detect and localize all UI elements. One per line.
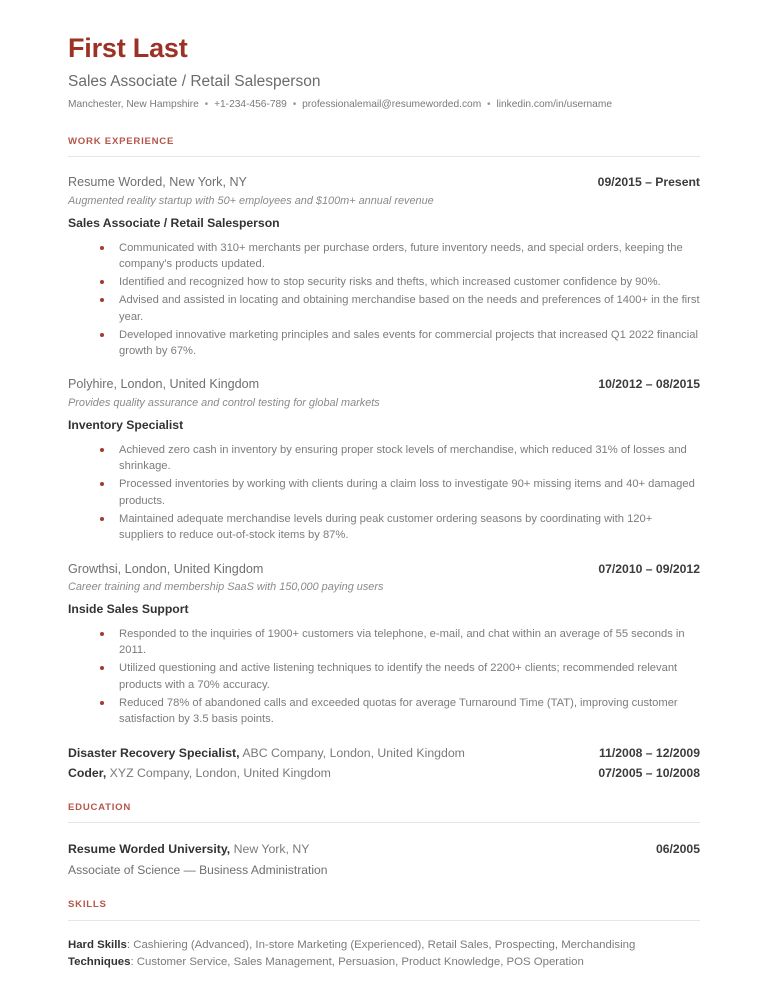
education-row	[68, 841, 700, 858]
section-work-experience	[68, 136, 700, 782]
short-role-title: Coder,	[68, 765, 107, 780]
job-bullet: Responded to the inquiries of 1900+ customers via telephone, e-mail, and chat within an average of 55 seconds in 2011.	[68, 626, 700, 659]
job-dates: 07/2010 – 09/2012	[598, 561, 700, 576]
short-role-row	[68, 745, 700, 763]
section-heading-skills: SKILLS	[68, 898, 107, 910]
section-skills	[68, 899, 700, 972]
candidate-headline: Sales Associate / Retail Salesperson	[68, 72, 321, 90]
contact-line	[68, 98, 700, 111]
skill-category-values: : Customer Service, Sales Management, Persuasion, Product Knowledge, POS Operation	[130, 955, 584, 968]
skill-line	[68, 954, 700, 971]
section-heading-work: WORK EXPERIENCE	[68, 136, 175, 148]
job-entry	[68, 174, 700, 359]
job-title: Sales Associate / Retail Salesperson	[68, 215, 280, 230]
job-company: Polyhire, London, United Kingdom	[68, 377, 260, 392]
job-company-blurb: Career training and membership SaaS with 150,000 paying users	[68, 581, 384, 594]
resume-header	[68, 34, 700, 111]
job-bullet: Communicated with 310+ merchants per purchase orders, future inventory needs, and special orders, keeping the company's products updated.	[68, 240, 700, 273]
skill-category-label: Hard Skills	[68, 938, 127, 951]
job-header-row	[68, 561, 700, 578]
education-school	[68, 841, 309, 858]
job-dates: 10/2012 – 08/2015	[598, 377, 700, 392]
contact-phone: +1-234-456-789	[214, 99, 287, 111]
short-role-company: XYZ Company, London, United Kingdom	[106, 765, 331, 780]
short-role-text	[68, 745, 465, 763]
contact-separator-3: •	[487, 99, 491, 111]
short-role-dates: 07/2005 – 10/2008	[598, 765, 700, 780]
section-divider-work	[68, 156, 700, 157]
job-title: Inside Sales Support	[68, 602, 189, 617]
contact-email: professionalemail@resumeworded.com	[302, 99, 482, 111]
short-role-row	[68, 765, 700, 783]
skills-list	[68, 937, 700, 972]
job-list	[68, 174, 700, 727]
job-company-blurb: Provides quality assurance and control testing for global markets	[68, 397, 380, 410]
job-bullet: Utilized questioning and active listening techniques to identify the needs of 2200+ clients; recommended relevant products with a 70% accuracy.	[68, 660, 700, 693]
job-bullet: Identified and recognized how to stop security risks and thefts, which increased customer confidence by 90%.	[68, 274, 700, 290]
job-header-row	[68, 376, 700, 393]
candidate-name: First Last	[68, 33, 188, 63]
education-entry	[68, 841, 700, 878]
job-bullet: Advised and assisted in locating and obtaining merchandise based on the needs and preferences of 1400+ in the first year.	[68, 292, 700, 325]
job-entry	[68, 561, 700, 728]
section-heading-education: EDUCATION	[68, 802, 132, 814]
short-role-list	[68, 745, 700, 783]
contact-linkedin: linkedin.com/in/username	[496, 99, 612, 111]
section-education	[68, 802, 700, 878]
education-school-name: Resume Worded University,	[68, 842, 231, 857]
education-dates: 06/2005	[655, 842, 700, 857]
job-bullet: Reduced 78% of abandoned calls and exceeded quotas for average Turnaround Time (TAT), improving customer satisfaction by 3.5 basis points.	[68, 695, 700, 728]
education-school-location: New York, NY	[230, 842, 310, 857]
job-company: Resume Worded, New York, NY	[68, 175, 247, 190]
short-role-text	[68, 765, 331, 783]
job-title: Inventory Specialist	[68, 418, 184, 432]
section-divider-skills	[68, 920, 700, 921]
skill-category-label: Techniques	[68, 955, 131, 968]
job-bullet-list	[68, 626, 700, 728]
job-entry	[68, 376, 700, 543]
job-bullet: Maintained adequate merchandise levels during peak customer ordering seasons by coordinating with 120+ suppliers to reduce out-of-stock items by 87%.	[68, 511, 700, 544]
section-divider-education	[68, 822, 700, 823]
job-company-blurb: Augmented reality startup with 50+ employees and $100m+ annual revenue	[68, 195, 434, 208]
job-bullet: Developed innovative marketing principles and sales events for commercial projects that increased Q1 2022 financial growth by 67%.	[68, 327, 700, 360]
job-bullet-list	[68, 240, 700, 360]
job-header-row	[68, 174, 700, 191]
job-company: Growthsi, London, United Kingdom	[68, 561, 264, 576]
contact-separator-2: •	[292, 99, 297, 111]
short-role-dates: 11/2008 – 12/2009	[599, 745, 700, 760]
job-bullet: Processed inventories by working with clients during a claim loss to investigate 90+ missing items and 40+ damaged products.	[68, 476, 700, 509]
contact-separator-1: •	[204, 99, 209, 111]
job-bullet: Achieved zero cash in inventory by ensuring proper stock levels of merchandise, which reduced 31% of losses and shrinkage.	[68, 442, 700, 475]
job-dates: 09/2015 – Present	[597, 175, 700, 190]
contact-location: Manchester, New Hampshire	[68, 99, 199, 111]
education-degree: Associate of Science — Business Administration	[68, 863, 328, 878]
skill-line	[68, 937, 700, 954]
skill-category-values: : Cashiering (Advanced), In-store Marketing (Experienced), Retail Sales, Prospecting, Merchandising	[126, 938, 636, 951]
short-role-title: Disaster Recovery Specialist,	[68, 745, 240, 760]
short-role-company: ABC Company, London, United Kingdom	[239, 745, 465, 760]
job-bullet-list	[68, 442, 700, 544]
